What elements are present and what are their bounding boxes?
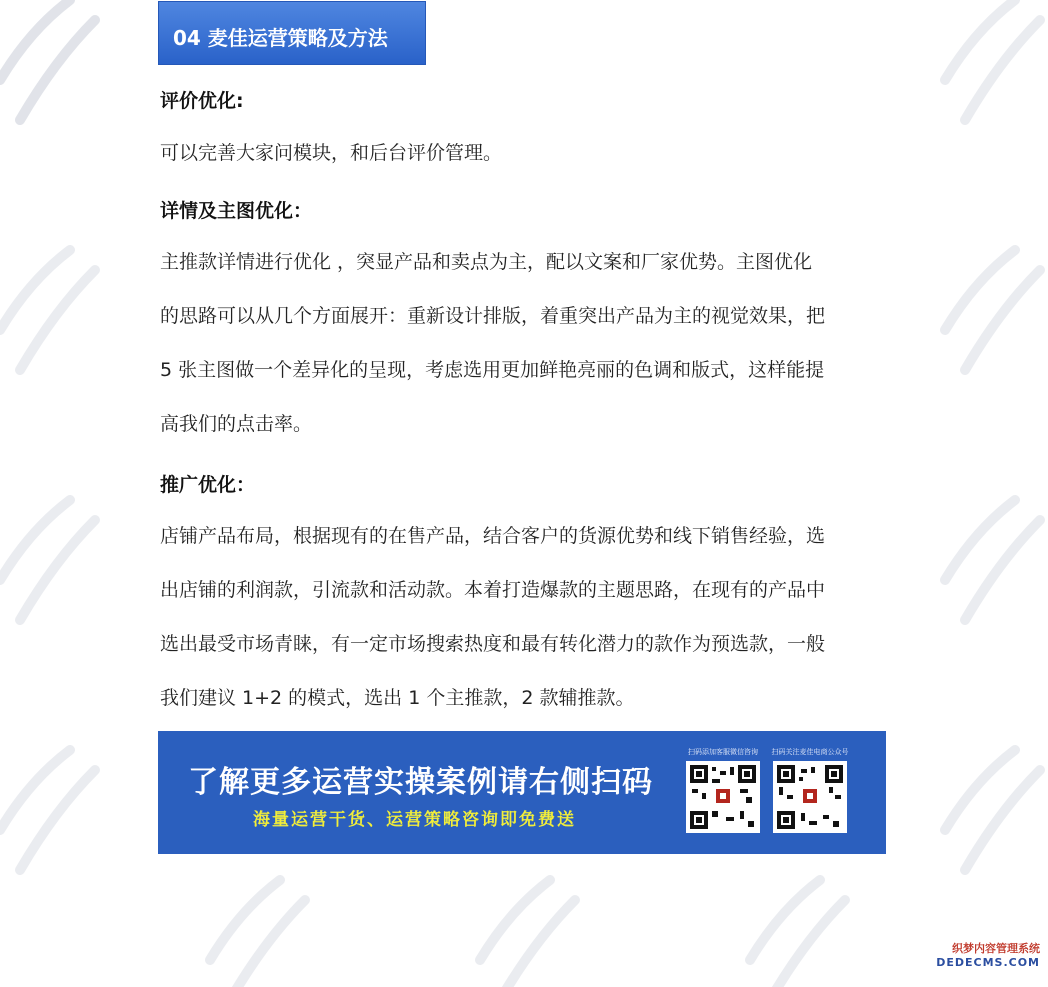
paragraph-detail xyxy=(160,235,890,451)
text-line: 选出最受市场青睐，有一定市场搜索热度和最有转化潜力的款作为预选款，一般 xyxy=(160,633,826,655)
qr-block-official-account[interactable] xyxy=(770,747,850,833)
heading-detail: 详情及主图优化： xyxy=(160,200,313,222)
logo-text-cn: 织梦内容管理系统 xyxy=(952,942,1040,955)
text-line: 店铺产品布局，根据现有的在售产品，结合客户的货源优势和线下销售经验，选 xyxy=(160,525,826,547)
qr-block-service[interactable] xyxy=(683,747,763,833)
qr-caption: 扫码关注麦佳电商公众号 xyxy=(771,748,849,756)
qr-caption: 扫码添加客服微信咨询 xyxy=(688,748,758,756)
text-line: 出店铺的利润款，引流款和活动款。本着打造爆款的主题思路，在现有的产品中 xyxy=(160,579,826,601)
text-line: 可以完善大家问模块，和后台评价管理。 xyxy=(160,142,503,164)
banner-subtitle: 海量运营干货、运营策略咨询即免费送 xyxy=(253,810,576,830)
section-header xyxy=(158,1,426,65)
text-line: 的思路可以从几个方面展开：重新设计排版，着重突出产品为主的视觉效果，把 xyxy=(160,305,826,327)
text-line: 高我们的点击率。 xyxy=(160,413,313,435)
paragraph-review xyxy=(160,126,890,180)
text-line: 主推款详情进行优化 ，突显产品和卖点为主，配以文案和厂家优势。主图优化 xyxy=(160,251,813,273)
text-line: 我们建议 1+2 的模式，选出 1 个主推款，2 款辅推款。 xyxy=(160,687,635,709)
heading-review: 评价优化: xyxy=(160,90,244,112)
banner-title: 了解更多运营实操案例请右侧扫码 xyxy=(188,765,653,800)
heading-promo: 推广优化： xyxy=(160,474,256,496)
text-line: 5 张主图做一个差异化的呈现，考虑选用更加鲜艳亮丽的色调和版式，这样能提 xyxy=(160,359,825,381)
qr-code-icon[interactable] xyxy=(773,761,847,833)
dedecms-logo[interactable] xyxy=(936,940,1040,969)
logo-text-en: DEDECMS.COM xyxy=(936,956,1040,969)
paragraph-promo xyxy=(160,509,890,725)
section-title: 04 麦佳运营策略及方法 xyxy=(173,26,388,50)
promo-banner[interactable] xyxy=(158,731,886,854)
qr-code-icon[interactable] xyxy=(686,761,760,833)
